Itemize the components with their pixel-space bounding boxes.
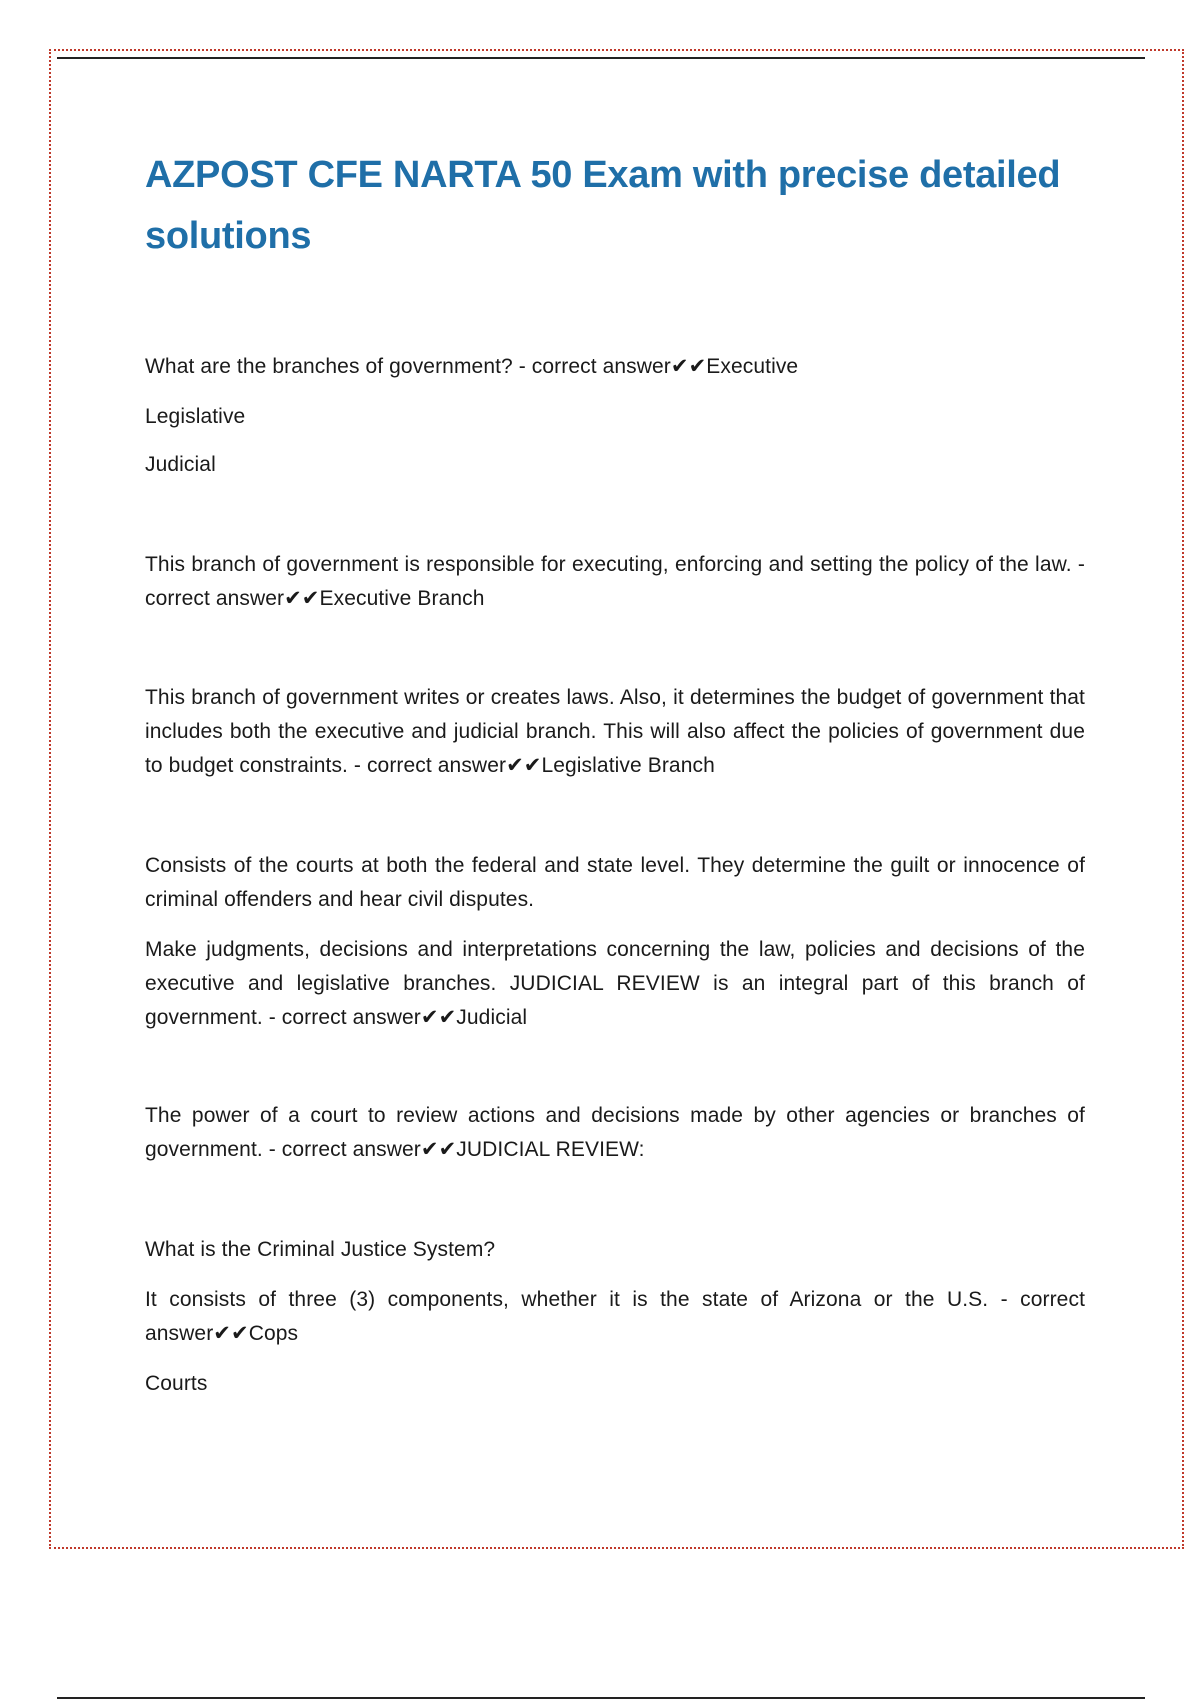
paragraph-branches-question: What are the branches of government? - correct answer✔✔Executive [145,355,799,378]
paragraph-courts: Courts [145,1372,208,1395]
top-rule [57,57,1145,59]
paragraph-courts-description: Consists of the courts at both the federal and state level. They determine the guilt or innocence of criminal offenders and hear civil disputes. [145,854,1085,911]
document-title: AZPOST CFE NARTA 50 Exam with precise detailed solutions [145,154,1061,257]
paragraph-legislative-branch: This branch of government writes or creates laws. Also, it determines the budget of government that includes both the executive and judicial branch. This will also affect the policies of government due to budget constraints. - correct answer✔✔Legislative Branch [145,686,1085,777]
paragraph-judicial: Judicial [145,453,216,476]
paragraph-cjs-question: What is the Criminal Justice System? [145,1238,496,1261]
paragraph-cjs-components: It consists of three (3) components, whether it is the state of Arizona or the U.S. - correct answer✔✔Cops [145,1288,1085,1345]
paragraph-executive-branch: This branch of government is responsible for executing, enforcing and setting the policy of the law. - correct answer✔✔Executive Branch [145,553,1085,610]
document-body [145,145,1085,1401]
bottom-rule [57,1697,1145,1699]
paragraph-judicial-branch: Make judgments, decisions and interpretations concerning the law, policies and decisions of the executive and legislative branches. JUDICIAL REVIEW is an integral part of this branch of government. - correct answer✔✔Judicial [145,938,1085,1029]
paragraph-judicial-review: The power of a court to review actions and decisions made by other agencies or branches of government. - correct answer✔✔JUDICIAL REVIEW: [145,1104,1085,1161]
paragraph-legislative: Legislative [145,405,246,428]
